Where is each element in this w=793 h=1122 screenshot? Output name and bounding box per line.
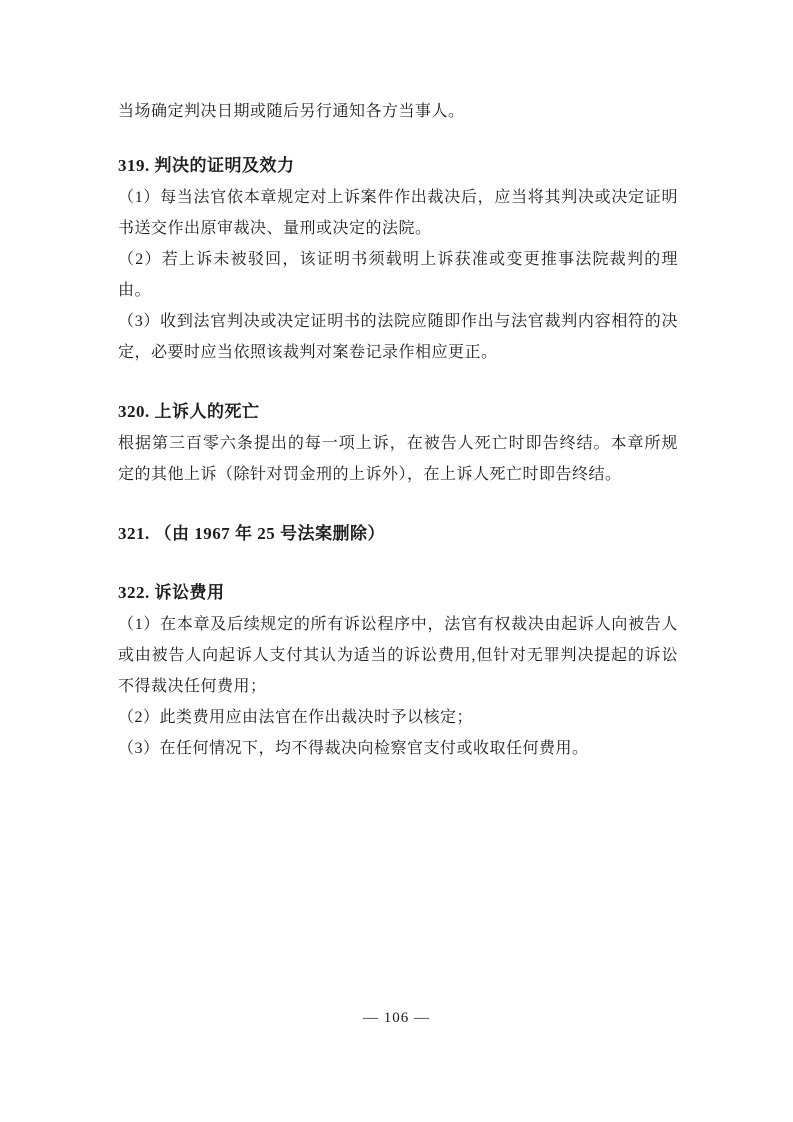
section-319-paragraph-1: （1）每当法官依本章规定对上诉案件作出裁决后，应当将其判决或决定证明书送交作出原审裁决、量刑或决定的法院。 [118, 189, 678, 237]
section-320 [118, 396, 678, 490]
section-322-heading: 322. 诉讼费用 [118, 583, 225, 602]
intro-paragraph: 当场确定判决日期或随后另行通知各方当事人。 [118, 103, 465, 120]
section-320-paragraph-1: 根据第三百零六条提出的每一项上诉，在被告人死亡时即告终结。本章所规定的其他上诉（除针对罚金刑的上诉外），在上诉人死亡时即告终结。 [118, 435, 678, 483]
section-322-paragraph-2: （2）此类费用应由法官在作出裁决时予以核定； [118, 709, 474, 726]
section-321 [118, 518, 678, 549]
document-content [118, 96, 678, 764]
section-320-heading: 320. 上诉人的死亡 [118, 402, 260, 421]
section-319 [118, 150, 678, 368]
section-321-heading: 321. （由 1967 年 25 号法案删除） [118, 524, 385, 543]
section-319-heading: 319. 判决的证明及效力 [118, 156, 295, 175]
section-322-paragraph-3: （3）在任何情况下，均不得裁决向检察官支付或收取任何费用。 [118, 740, 589, 757]
section-322-paragraph-1: （1）在本章及后续规定的所有诉讼程序中，法官有权裁决由起诉人向被告人或由被告人向起诉人支付其认为适当的诉讼费用,但针对无罪判决提起的诉讼不得裁决任何费用； [118, 616, 678, 695]
section-319-paragraph-2: （2）若上诉未被驳回，该证明书须载明上诉获准或变更推事法院裁判的理由。 [118, 251, 678, 299]
section-322 [118, 577, 678, 764]
section-319-paragraph-3: （3）收到法官判决或决定证明书的法院应随即作出与法官裁判内容相符的决定，必要时应当依照该裁判对案卷记录作相应更正。 [118, 313, 678, 361]
page-number: — 106 — [363, 1010, 430, 1026]
